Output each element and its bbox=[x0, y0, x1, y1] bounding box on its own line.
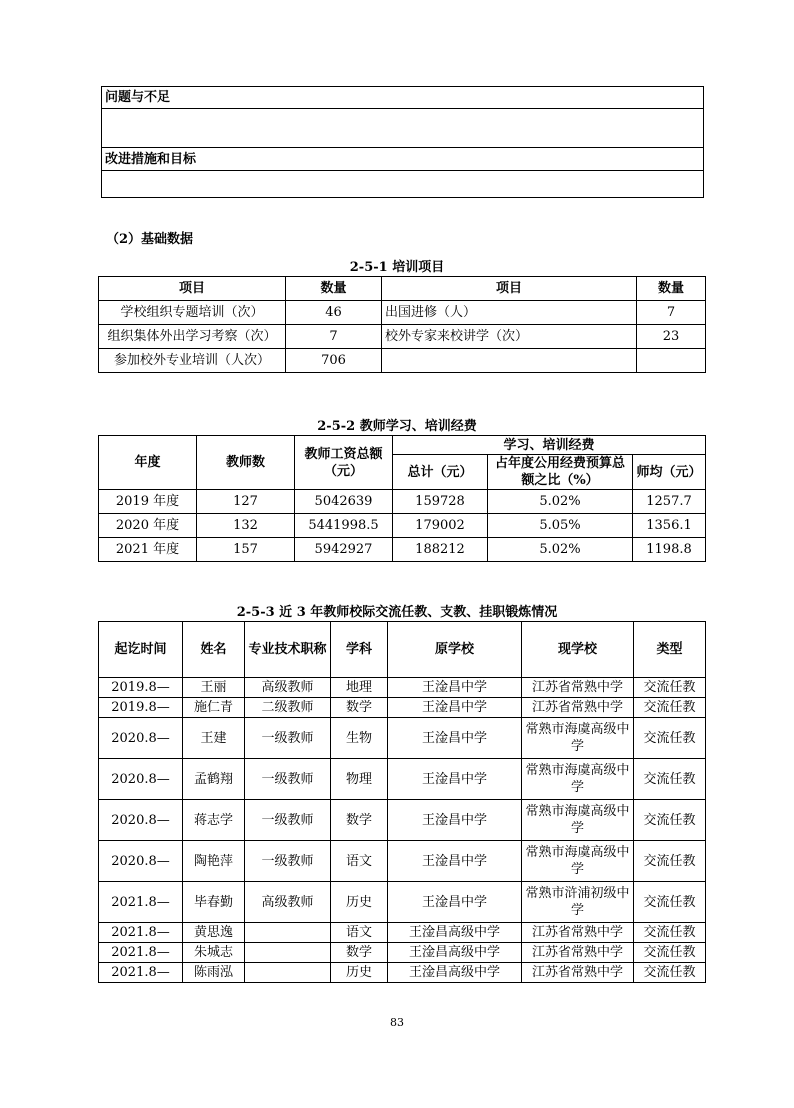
exchange-period: 2019.8— bbox=[99, 678, 183, 698]
problems-content bbox=[102, 109, 704, 148]
funds-year: 2020 年度 bbox=[99, 514, 197, 538]
funds-teachers: 157 bbox=[197, 538, 295, 562]
exchange-name: 蒋志学 bbox=[183, 800, 245, 841]
exchange-header-current: 现学校 bbox=[522, 622, 634, 678]
exchange-name: 朱城志 bbox=[183, 943, 245, 963]
exchange-current: 江苏省常熟中学 bbox=[522, 923, 634, 943]
table-row bbox=[99, 718, 706, 759]
exchange-name: 黄思逸 bbox=[183, 923, 245, 943]
exchange-period: 2020.8— bbox=[99, 841, 183, 882]
training-count: 706 bbox=[286, 349, 382, 373]
funds-teachers: 132 bbox=[197, 514, 295, 538]
exchange-header-row bbox=[99, 622, 706, 678]
training-item: 学校组织专题培训（次） bbox=[99, 301, 286, 325]
exchange-type: 交流任教 bbox=[634, 718, 706, 759]
funds-salary: 5942927 bbox=[295, 538, 393, 562]
exchange-title: 一级教师 bbox=[245, 841, 331, 882]
exchange-title: 一级教师 bbox=[245, 718, 331, 759]
funds-salary: 5042639 bbox=[295, 490, 393, 514]
funds-ratio: 5.02% bbox=[488, 490, 633, 514]
exchange-header-period: 起讫时间 bbox=[99, 622, 183, 678]
table-row bbox=[99, 943, 706, 963]
exchange-origin: 王淦昌中学 bbox=[388, 698, 522, 718]
exchange-current: 常熟市海虞高级中学 bbox=[522, 759, 634, 800]
training-header-item: 项目 bbox=[99, 277, 286, 301]
section-title: （2）基础数据 bbox=[106, 232, 194, 247]
training-header-row bbox=[99, 277, 706, 301]
exchange-period: 2021.8— bbox=[99, 943, 183, 963]
table-row bbox=[99, 349, 706, 373]
funds-ratio: 5.05% bbox=[488, 514, 633, 538]
training-header-count: 数量 bbox=[286, 277, 382, 301]
exchange-header-title: 专业技术职称 bbox=[245, 622, 331, 678]
funds-header-teachers: 教师数 bbox=[197, 436, 295, 490]
exchange-period: 2020.8— bbox=[99, 718, 183, 759]
table-row bbox=[99, 963, 706, 983]
exchange-current: 江苏省常熟中学 bbox=[522, 678, 634, 698]
exchange-name: 王建 bbox=[183, 718, 245, 759]
exchange-origin: 王淦昌中学 bbox=[388, 678, 522, 698]
training-header-item: 项目 bbox=[382, 277, 637, 301]
training-count bbox=[637, 349, 706, 373]
table-row bbox=[99, 301, 706, 325]
exchange-name: 陈雨泓 bbox=[183, 963, 245, 983]
funds-header-salary: 教师工资总额（元） bbox=[295, 436, 393, 490]
exchange-title: 二级教师 bbox=[245, 698, 331, 718]
exchange-type: 交流任教 bbox=[634, 841, 706, 882]
funds-ratio: 5.02% bbox=[488, 538, 633, 562]
funds-salary: 5441998.5 bbox=[295, 514, 393, 538]
exchange-type: 交流任教 bbox=[634, 943, 706, 963]
funds-header-group: 学习、培训经费 bbox=[393, 436, 706, 455]
exchange-origin: 王淦昌中学 bbox=[388, 841, 522, 882]
measures-label: 改进措施和目标 bbox=[102, 148, 704, 171]
exchange-current: 常熟市海虞高级中学 bbox=[522, 718, 634, 759]
funds-header-per: 师均（元） bbox=[633, 455, 706, 490]
funds-total: 159728 bbox=[393, 490, 488, 514]
funds-per: 1198.8 bbox=[633, 538, 706, 562]
exchange-origin: 王淦昌高级中学 bbox=[388, 923, 522, 943]
exchange-name: 陶艳萍 bbox=[183, 841, 245, 882]
exchange-period: 2020.8— bbox=[99, 800, 183, 841]
exchange-period: 2020.8— bbox=[99, 759, 183, 800]
exchange-title: 一级教师 bbox=[245, 759, 331, 800]
table-row bbox=[99, 800, 706, 841]
exchange-title: 高级教师 bbox=[245, 678, 331, 698]
training-item: 校外专家来校讲学（次） bbox=[382, 325, 637, 349]
exchange-current: 常熟市海虞高级中学 bbox=[522, 800, 634, 841]
table-row bbox=[99, 538, 706, 562]
exchange-type: 交流任教 bbox=[634, 923, 706, 943]
exchange-name: 王丽 bbox=[183, 678, 245, 698]
exchange-origin: 王淦昌中学 bbox=[388, 882, 522, 923]
funds-total: 188212 bbox=[393, 538, 488, 562]
exchange-current: 江苏省常熟中学 bbox=[522, 963, 634, 983]
exchange-header-type: 类型 bbox=[634, 622, 706, 678]
training-header-count: 数量 bbox=[637, 277, 706, 301]
exchange-type: 交流任教 bbox=[634, 963, 706, 983]
exchange-period: 2021.8— bbox=[99, 923, 183, 943]
training-count: 7 bbox=[637, 301, 706, 325]
exchange-type: 交流任教 bbox=[634, 882, 706, 923]
funds-total: 179002 bbox=[393, 514, 488, 538]
exchange-subject: 历史 bbox=[331, 882, 388, 923]
exchange-title bbox=[245, 963, 331, 983]
exchange-caption: 2-5-3 近 3 年教师校际交流任教、支教、挂职锻炼情况 bbox=[236, 605, 558, 620]
exchange-origin: 王淦昌高级中学 bbox=[388, 963, 522, 983]
funds-header-year: 年度 bbox=[99, 436, 197, 490]
exchange-title bbox=[245, 943, 331, 963]
exchange-period: 2021.8— bbox=[99, 963, 183, 983]
funds-teachers: 127 bbox=[197, 490, 295, 514]
problems-label: 问题与不足 bbox=[102, 87, 704, 109]
exchange-type: 交流任教 bbox=[634, 678, 706, 698]
table-row bbox=[99, 841, 706, 882]
exchange-table bbox=[98, 621, 706, 983]
training-caption: 2-5-1 培训项目 bbox=[349, 260, 445, 275]
measures-content bbox=[102, 171, 704, 198]
table-row bbox=[99, 698, 706, 718]
exchange-subject: 语文 bbox=[331, 841, 388, 882]
exchange-name: 施仁青 bbox=[183, 698, 245, 718]
funds-caption: 2-5-2 教师学习、培训经费 bbox=[317, 419, 477, 434]
funds-per: 1356.1 bbox=[633, 514, 706, 538]
exchange-subject: 生物 bbox=[331, 718, 388, 759]
funds-per: 1257.7 bbox=[633, 490, 706, 514]
table-row bbox=[99, 882, 706, 923]
exchange-origin: 王淦昌中学 bbox=[388, 759, 522, 800]
funds-header-row bbox=[99, 436, 706, 455]
training-item: 参加校外专业培训（人次） bbox=[99, 349, 286, 373]
exchange-type: 交流任教 bbox=[634, 759, 706, 800]
table-row bbox=[99, 923, 706, 943]
training-count: 23 bbox=[637, 325, 706, 349]
exchange-type: 交流任教 bbox=[634, 698, 706, 718]
funds-header-total: 总计（元） bbox=[393, 455, 488, 490]
exchange-header-origin: 原学校 bbox=[388, 622, 522, 678]
exchange-title bbox=[245, 923, 331, 943]
funds-year: 2019 年度 bbox=[99, 490, 197, 514]
exchange-subject: 地理 bbox=[331, 678, 388, 698]
issues-table bbox=[101, 86, 704, 198]
exchange-period: 2019.8— bbox=[99, 698, 183, 718]
exchange-title: 高级教师 bbox=[245, 882, 331, 923]
training-item: 组织集体外出学习考察（次） bbox=[99, 325, 286, 349]
exchange-origin: 王淦昌中学 bbox=[388, 800, 522, 841]
table-row bbox=[99, 325, 706, 349]
exchange-origin: 王淦昌高级中学 bbox=[388, 943, 522, 963]
table-row bbox=[99, 678, 706, 698]
exchange-subject: 数学 bbox=[331, 800, 388, 841]
exchange-header-name: 姓名 bbox=[183, 622, 245, 678]
table-row bbox=[99, 514, 706, 538]
funds-year: 2021 年度 bbox=[99, 538, 197, 562]
exchange-subject: 数学 bbox=[331, 698, 388, 718]
exchange-origin: 王淦昌中学 bbox=[388, 718, 522, 759]
training-item bbox=[382, 349, 637, 373]
exchange-title: 一级教师 bbox=[245, 800, 331, 841]
exchange-type: 交流任教 bbox=[634, 800, 706, 841]
exchange-header-subject: 学科 bbox=[331, 622, 388, 678]
page-number: 83 bbox=[390, 1016, 404, 1029]
exchange-subject: 数学 bbox=[331, 943, 388, 963]
training-table bbox=[98, 276, 706, 373]
table-row bbox=[99, 490, 706, 514]
training-count: 7 bbox=[286, 325, 382, 349]
exchange-current: 常熟市海虞高级中学 bbox=[522, 841, 634, 882]
exchange-period: 2021.8— bbox=[99, 882, 183, 923]
exchange-current: 江苏省常熟中学 bbox=[522, 698, 634, 718]
exchange-current: 常熟市浒浦初级中学 bbox=[522, 882, 634, 923]
exchange-subject: 语文 bbox=[331, 923, 388, 943]
funds-header-ratio: 占年度公用经费预算总额之比（%） bbox=[488, 455, 633, 490]
exchange-subject: 历史 bbox=[331, 963, 388, 983]
exchange-name: 毕春勤 bbox=[183, 882, 245, 923]
funds-table bbox=[98, 435, 706, 562]
exchange-current: 江苏省常熟中学 bbox=[522, 943, 634, 963]
exchange-subject: 物理 bbox=[331, 759, 388, 800]
table-row bbox=[99, 759, 706, 800]
training-item: 出国进修（人） bbox=[382, 301, 637, 325]
exchange-body bbox=[99, 678, 706, 983]
exchange-name: 孟鹤翔 bbox=[183, 759, 245, 800]
training-count: 46 bbox=[286, 301, 382, 325]
